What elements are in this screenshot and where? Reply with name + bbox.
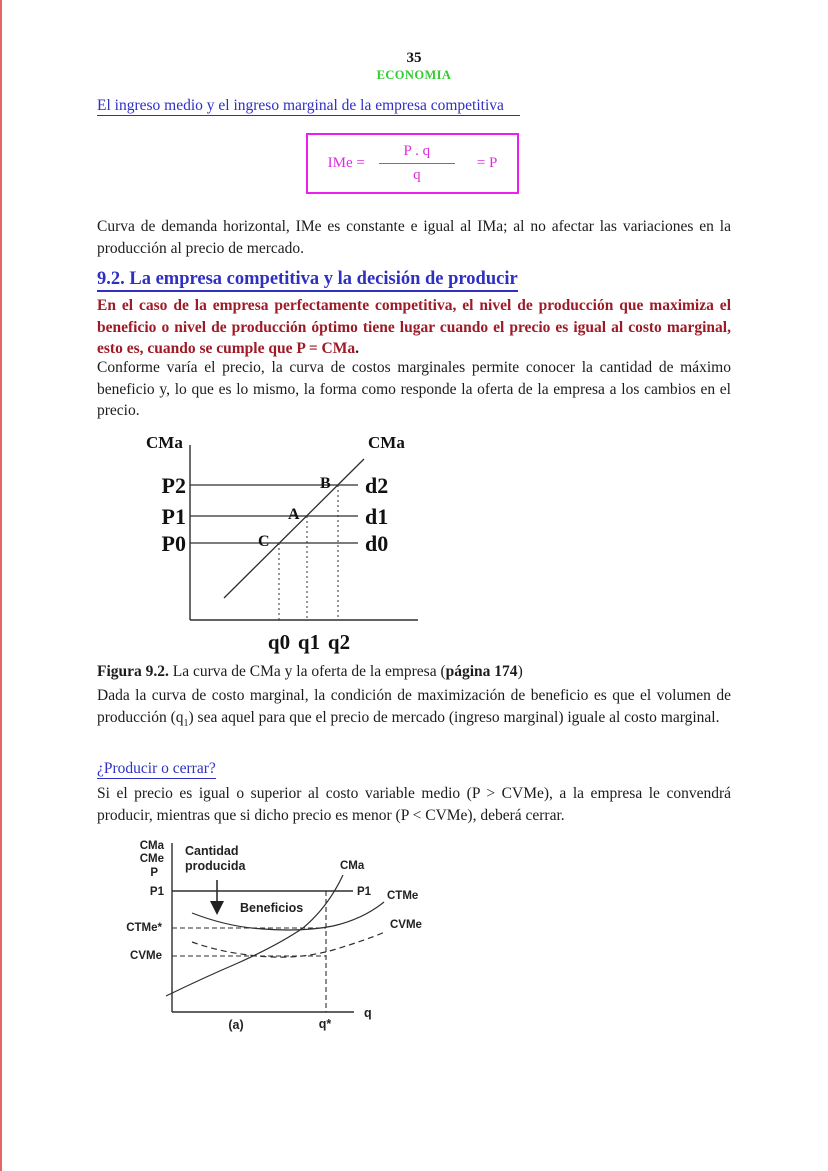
demand-paragraph: Curva de demanda horizontal, IMe es constante e igual al IMa; al no afectar las variaciones en la producción al precio de mercado. [97, 218, 731, 257]
demand-lines [190, 485, 358, 543]
price-label-p0: P0 [161, 531, 186, 556]
q-label-q2: q2 [327, 630, 351, 654]
demand-label-d1: d1 [365, 504, 389, 529]
beneficios-label: Beneficios [240, 901, 304, 915]
q-label-q0: q0 [267, 630, 291, 654]
formula-lhs: IMe = [327, 155, 365, 171]
section-92-heading-text: 9.2. La empresa competitiva y la decisión de producir [97, 269, 518, 292]
price-label-p1: P1 [161, 504, 186, 529]
formula-fraction [379, 144, 455, 184]
ctme-star-label: CTMe* [126, 922, 162, 934]
cvme-curve-label: CVMe [390, 919, 422, 931]
p1-label-right: P1 [357, 886, 372, 898]
income-heading-text: El ingreso medio y el ingreso marginal de la empresa competitiva [97, 97, 520, 116]
cma-curve-label: CMa [340, 860, 365, 872]
point-label-b: B [320, 475, 331, 492]
figure-caption-pageref: página 174 [445, 663, 518, 680]
price-label-p2: P2 [161, 473, 186, 498]
demand-label-d2: d2 [365, 473, 389, 498]
page-number: 35 [406, 50, 422, 66]
section-92-lead [97, 295, 731, 360]
figure-paragraph [97, 685, 731, 728]
cantidad-label-line2: producida [185, 859, 246, 873]
figure-paragraph-pre: Dada la curva de costo marginal, la condición de maximización de beneficio es que el volumen de producción (q [97, 687, 731, 726]
cma-curve [166, 875, 343, 996]
cvme-left-label: CVMe [130, 950, 162, 962]
figure-caption-label: Figura 9.2. [97, 663, 169, 680]
panel-label: (a) [228, 1018, 244, 1032]
figure-paragraph-sub: 1 [183, 717, 189, 729]
cma-supply-chart [130, 427, 440, 657]
scan-margin-line [0, 0, 2, 1171]
q-label-q1: q1 [297, 630, 321, 654]
cvme-curve [192, 932, 385, 957]
x-axis-label: q [364, 1006, 372, 1020]
fig2-y-label-cma: CMa [139, 840, 164, 852]
cantidad-label-line1: Cantidad [185, 844, 239, 858]
point-label-a: A [288, 506, 300, 523]
down-arrow [210, 880, 224, 915]
fig2-y-label-p: P [150, 867, 158, 879]
formula-box [306, 133, 519, 194]
figure-caption [97, 663, 731, 681]
q-star-label: q* [318, 1017, 332, 1031]
cma-curve-line [224, 459, 364, 598]
section-92-paragraph: Conforme varía el precio, la curva de costos marginales permite conocer la cantidad de máximo beneficio y, lo que es lo mismo, la forma como responde la oferta de la empresa a los cambios en el precio. [97, 359, 731, 419]
produce-heading-text: ¿Producir o cerrar? [97, 760, 216, 777]
formula-rhs: = P [476, 155, 498, 171]
produce-paragraph: Si el precio es igual o superior al costo variable medio (P > CVMe), a la empresa le convendrá producir, mientras que si dicho precio es menor (P < CVMe), deberá cerrar. [97, 785, 731, 824]
fig2-y-label-cme: CMe [139, 853, 164, 865]
fig1-y-axis-label: CMa [146, 433, 183, 452]
figure-caption-text: La curva de CMa y la oferta de la empresa ( [168, 663, 446, 680]
point-label-c: C [258, 533, 270, 550]
subject-title: ECONOMIA [376, 68, 452, 82]
demand-label-d0: d0 [365, 531, 389, 556]
section-92-heading [97, 269, 731, 290]
figure-caption-close: ) [517, 663, 523, 680]
fraction-bar [379, 163, 455, 165]
ctme-curve-label: CTMe [387, 890, 419, 902]
cost-curves-chart [88, 835, 433, 1040]
income-heading [97, 97, 731, 115]
produce-heading [97, 760, 731, 778]
lead-period: . [355, 340, 359, 357]
figure-paragraph-post: ) sea aquel para que el precio de mercado (ingreso marginal) iguale al costo marginal. [188, 708, 720, 726]
fig1-curve-label: CMa [368, 433, 405, 452]
section-92-lead-text: En el caso de la empresa perfectamente competitiva, el nivel de producción que maximiza el beneficio o nivel de producción óptimo tiene lugar cuando el precio es igual al costo marginal, esto es, cuando se cumple que P = CMa [97, 297, 731, 357]
p1-label-left: P1 [149, 886, 164, 898]
fraction-denominator: q [413, 167, 421, 184]
fraction-numerator: P . q [403, 142, 431, 159]
